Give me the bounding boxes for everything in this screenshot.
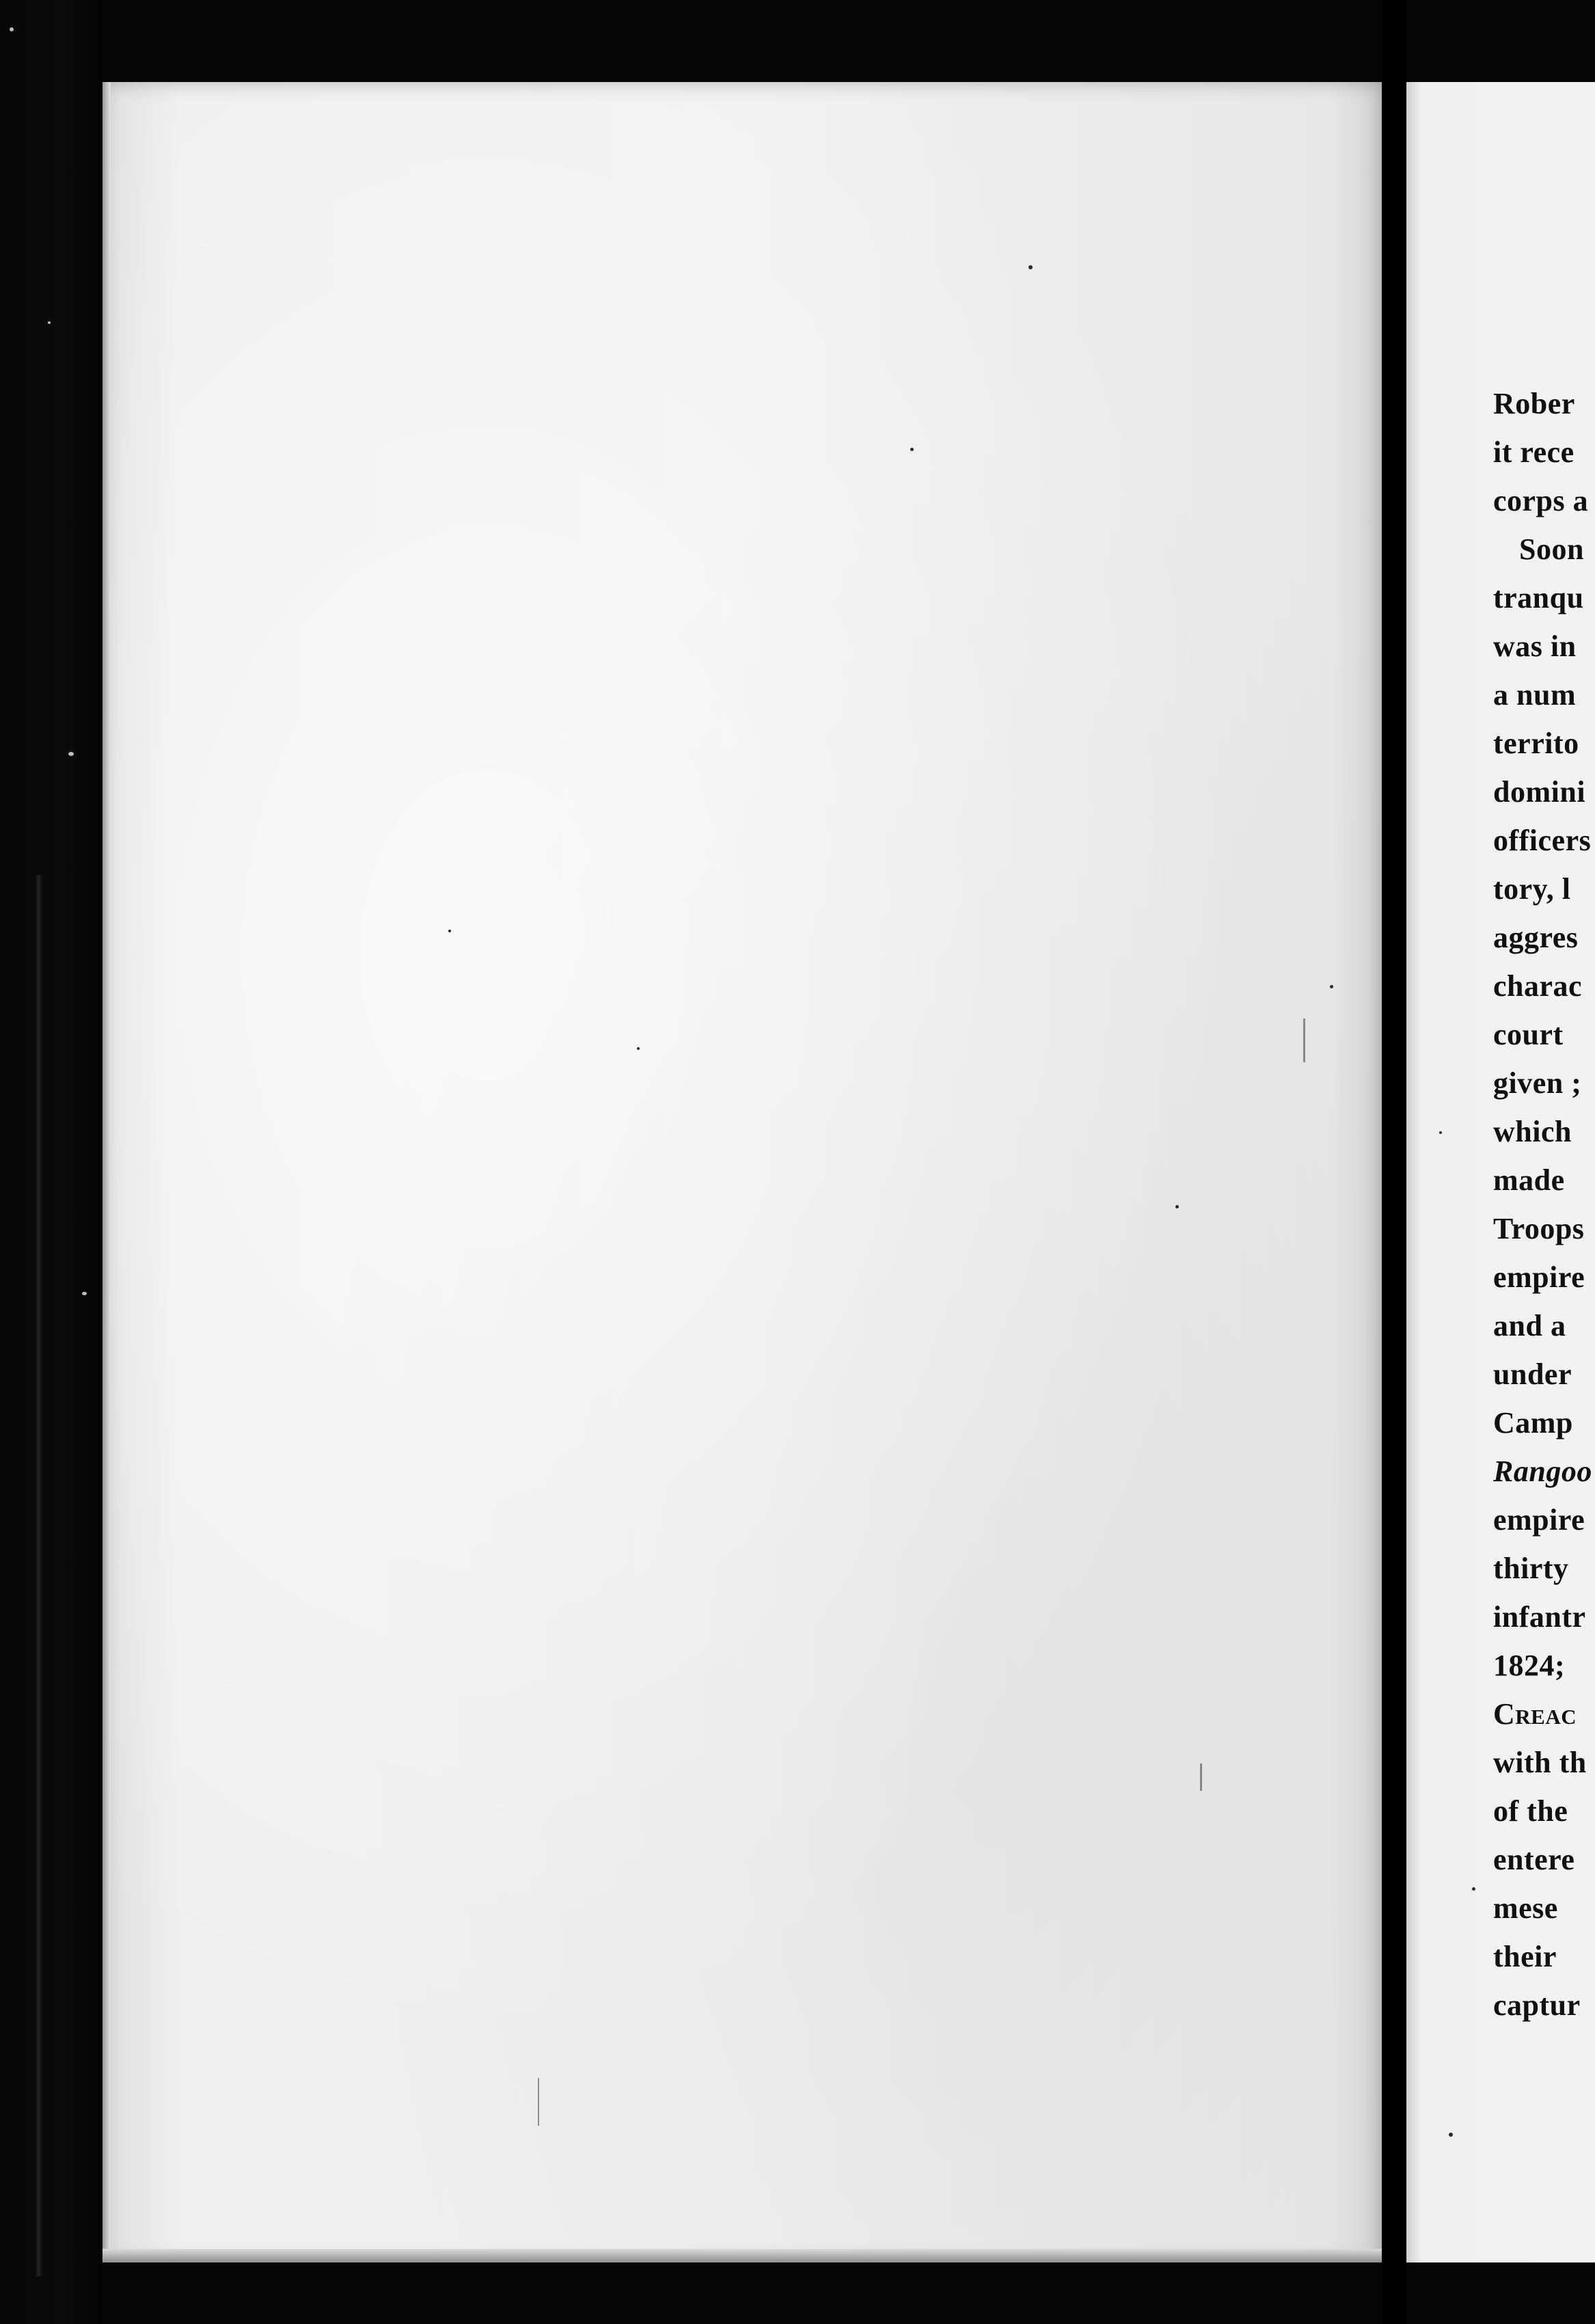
scan-speck [68,752,74,756]
text-line: under [1493,1357,1572,1391]
text-line: aggres [1493,921,1579,954]
text-line: tory, l [1493,872,1571,906]
scan-speck [1175,1205,1179,1208]
text-line: territo [1493,727,1579,760]
text-line: officers [1493,824,1592,857]
text-line: Camp [1493,1406,1573,1440]
text-line: was in [1493,630,1577,663]
scan-streak [1200,1764,1202,1791]
text-line: court [1493,1018,1564,1051]
scan-speck [1028,265,1033,269]
text-line: charac [1493,969,1583,1003]
text-line: domini [1493,775,1586,809]
text-line: thirty [1493,1552,1569,1585]
text-line: Creac [1493,1697,1577,1731]
page-gutter [1382,0,1406,2324]
scan-speck [910,448,914,451]
text-line: 1824; [1493,1649,1566,1682]
blank-left-page [103,82,1382,2262]
text-line: tranqu [1493,581,1584,614]
scan-speck [637,1047,640,1050]
text-line: captur [1493,1988,1581,2022]
text-line: empire [1493,1260,1585,1294]
scan-speck [1449,2133,1453,2137]
text-line: with th [1493,1746,1587,1779]
text-line: corps a [1493,484,1589,517]
text-line: and a [1493,1309,1566,1342]
text-line: Rangoo [1493,1455,1592,1488]
text-line: Soon [1519,532,1584,566]
left-page-bottom-edge [103,2249,1382,2262]
scan-speck [48,321,51,324]
scan-speck [82,1292,87,1295]
left-margin-strip [0,0,103,2324]
left-page-edge [103,82,111,2262]
scan-speck [10,27,14,31]
text-line: entere [1493,1843,1575,1876]
text-line: given ; [1493,1066,1582,1100]
text-line: Troops [1493,1212,1585,1245]
text-line: of the [1493,1794,1568,1828]
scan-speck [448,930,451,932]
scan-speck [1439,1131,1442,1134]
text-line: empire [1493,1503,1585,1537]
scan-speck [1330,985,1333,988]
scan-streak [538,2078,539,2126]
text-line: which [1493,1115,1572,1148]
text-line: infantr [1493,1600,1586,1634]
binding-edge [36,875,42,2276]
text-line: Rober [1493,387,1575,420]
text-line: it rece [1493,435,1574,469]
text-line: a num [1493,678,1577,712]
scan-speck [1472,1887,1475,1891]
text-line: mese [1493,1891,1558,1925]
text-line: their [1493,1940,1557,1973]
scan-streak [1303,1018,1305,1062]
right-page-text [1493,379,1595,2029]
text-line: made [1493,1163,1565,1197]
